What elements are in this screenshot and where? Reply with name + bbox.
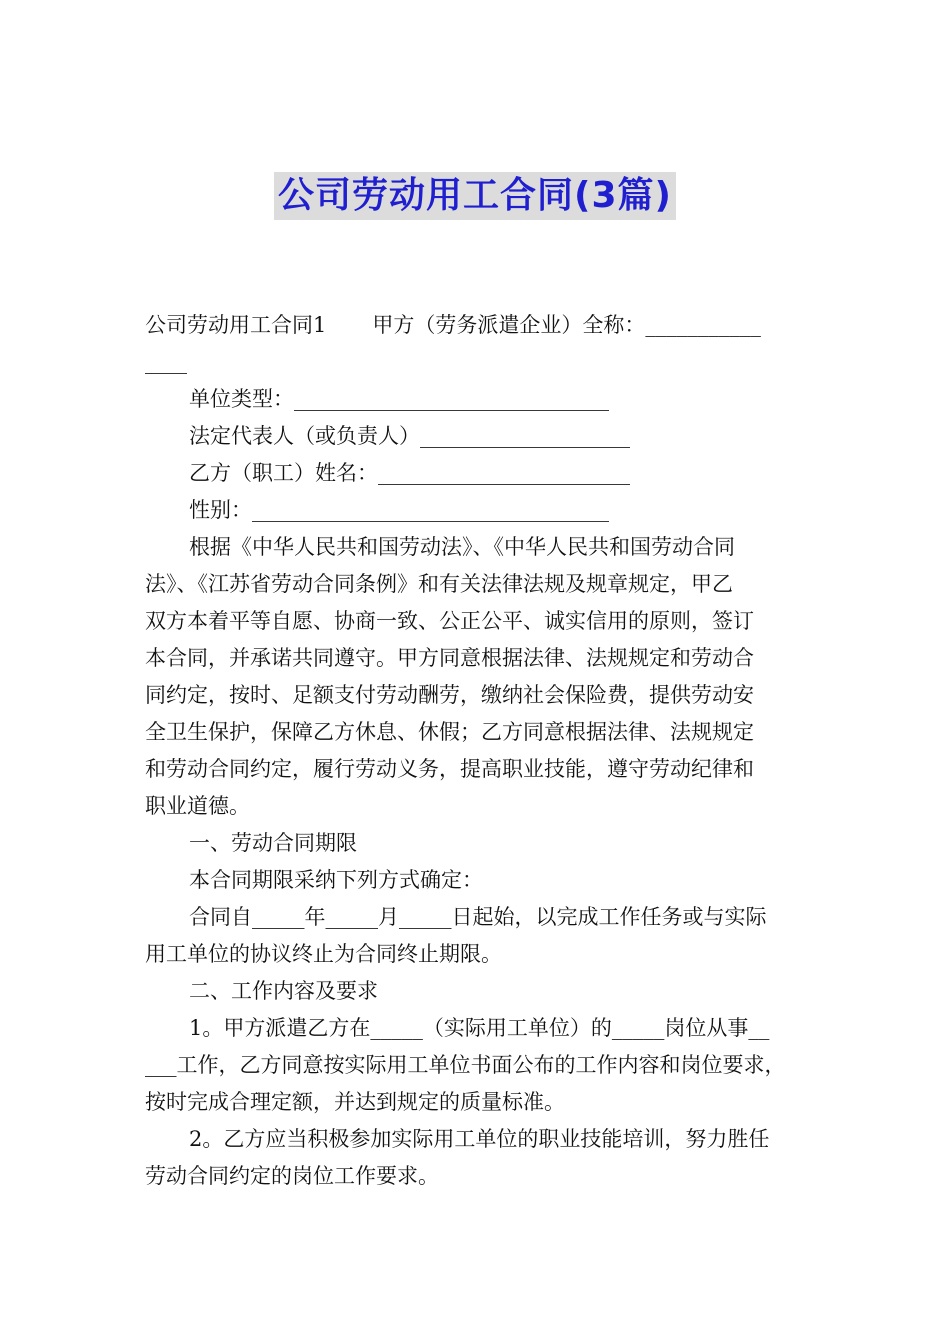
document-line	[145, 455, 810, 492]
document-line	[145, 640, 810, 677]
line-text: 1。甲方派遣乙方在_____（实际用工单位）的_____岗位从事__	[189, 1016, 770, 1040]
line-text: 2。乙方应当积极参加实际用工单位的职业技能培训，努力胜任	[189, 1127, 770, 1151]
document-line	[145, 788, 810, 825]
document-line	[145, 973, 810, 1010]
document-line	[145, 936, 810, 973]
line-text: 公司劳动用工合同1	[145, 313, 327, 337]
line-text: 双方本着平等自愿、协商一致、公正公平、诚实信用的原则，签订	[145, 609, 754, 633]
line-text: ___工作，乙方同意按实际用工单位书面公布的工作内容和岗位要求，	[145, 1053, 786, 1077]
document-line	[145, 1084, 810, 1121]
line-text: 劳动合同约定的岗位工作要求。	[145, 1164, 439, 1188]
document-title: 公司劳动用工合同(3篇)	[274, 172, 676, 220]
line-text: 根据《中华人民共和国劳动法》、《中华人民共和国劳动合同	[189, 535, 735, 559]
line-text: 乙方（职工）姓名：________________________	[189, 461, 630, 485]
document-line	[145, 492, 810, 529]
line-text: 用工单位的协议终止为合同终止期限。	[145, 942, 502, 966]
line-text: 按时完成合理定额，并达到规定的质量标准。	[145, 1090, 565, 1114]
document-line	[145, 1010, 810, 1047]
document-line	[145, 381, 810, 418]
document-line	[145, 825, 810, 862]
document-line	[145, 344, 810, 381]
document-line	[145, 1047, 810, 1084]
line-text: 法》、《江苏省劳动合同条例》和有关法律法规及规章规定，甲乙	[145, 572, 733, 596]
line-text: 单位类型：______________________________	[189, 387, 609, 411]
document-line	[145, 1121, 810, 1158]
document-line	[145, 1158, 810, 1195]
document-line	[145, 751, 810, 788]
document-line	[145, 529, 810, 566]
line-text: 合同自_____年_____月_____日起始，以完成工作任务或与实际	[189, 905, 767, 929]
line-text: ____	[145, 350, 187, 374]
line-text: 二、工作内容及要求	[189, 979, 378, 1003]
line-text: 职业道德。	[145, 794, 250, 818]
line-text: 本合同，并承诺共同遵守。甲方同意根据法律、法规规定和劳动合	[145, 646, 754, 670]
line-text-secondary: 甲方（劳务派遣企业）全称：___________	[372, 313, 761, 337]
document-line	[145, 862, 810, 899]
document-line	[145, 677, 810, 714]
line-text: 法定代表人（或负责人）____________________	[189, 424, 630, 448]
document-line	[145, 603, 810, 640]
line-text: 本合同期限采纳下列方式确定：	[189, 868, 483, 892]
line-text: 性别：__________________________________	[189, 498, 609, 522]
title-container	[0, 172, 950, 220]
document-line	[145, 714, 810, 751]
line-text: 和劳动合同约定，履行劳动义务，提高职业技能，遵守劳动纪律和	[145, 757, 754, 781]
document-body	[145, 307, 810, 1195]
line-text: 一、劳动合同期限	[189, 831, 357, 855]
line-text: 全卫生保护，保障乙方休息、休假；乙方同意根据法律、法规规定	[145, 720, 754, 744]
line-text: 同约定，按时、足额支付劳动酬劳，缴纳社会保险费，提供劳动安	[145, 683, 754, 707]
document-line	[145, 899, 810, 936]
document-line	[145, 418, 810, 455]
document-line	[145, 307, 810, 344]
document-line	[145, 566, 810, 603]
